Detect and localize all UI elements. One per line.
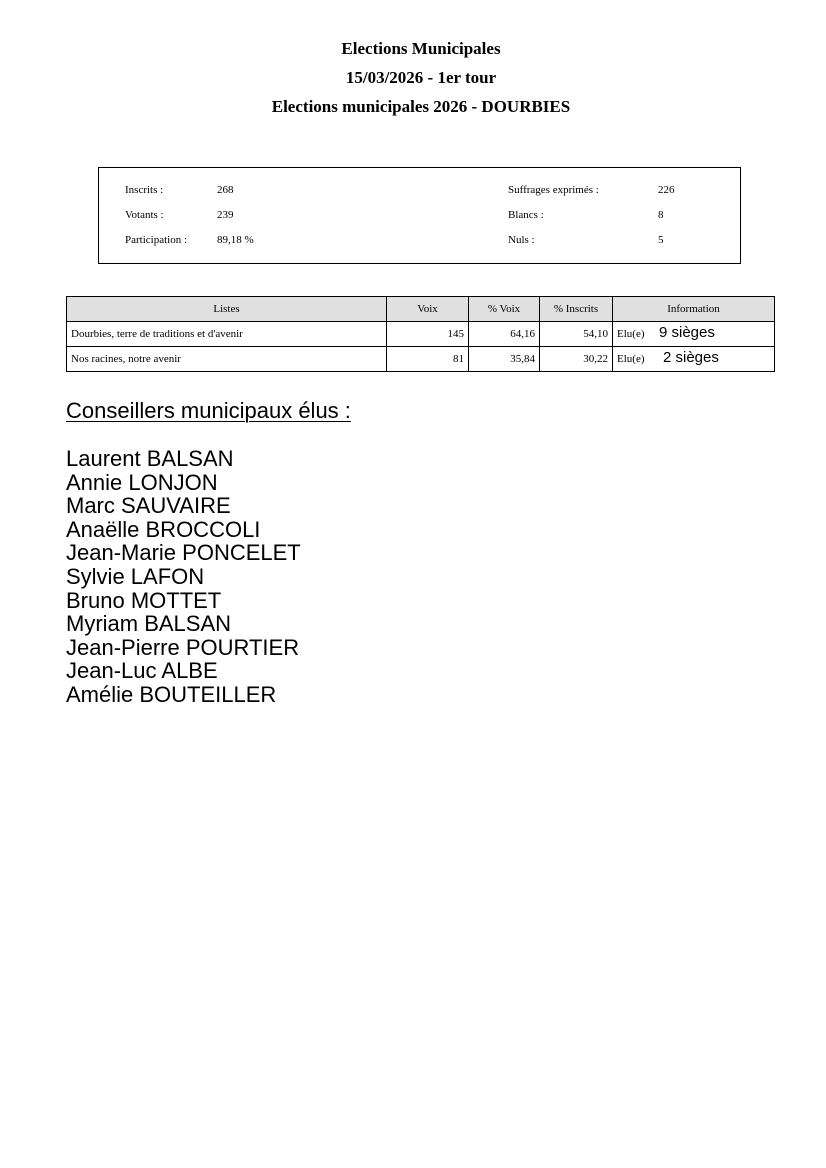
blancs-label: Blancs : [508, 209, 544, 221]
pct-inscrits-cell: 30,22 [540, 347, 613, 372]
suffrages-label: Suffrages exprimés : [508, 184, 599, 196]
elected-councillors-list [66, 447, 301, 707]
list-item: Anaëlle BROCCOLI [66, 516, 261, 542]
document-header [0, 34, 826, 121]
votants-value: 239 [217, 209, 234, 221]
pct-inscrits-cell: 54,10 [540, 322, 613, 347]
list-item: Jean-Pierre POURTIER [66, 634, 300, 660]
list-name: Dourbies, terre de traditions et d'avenir [67, 322, 387, 347]
table-row [67, 347, 775, 372]
nuls-label: Nuls : [508, 234, 535, 246]
inscrits-value: 268 [217, 184, 234, 196]
list-item: Sylvie LAFON [66, 563, 205, 589]
elu-label: Elu(e) [617, 353, 645, 365]
header-date-round: 15/03/2026 - 1er tour [345, 68, 497, 87]
list-item: Marc SAUVAIRE [66, 493, 231, 519]
information-cell [613, 322, 775, 347]
suffrages-value: 226 [658, 184, 675, 196]
column-header-pct-voix: % Voix [469, 297, 540, 322]
column-header-listes: Listes [67, 297, 387, 322]
list-item: Laurent BALSAN [66, 446, 234, 471]
inscrits-label: Inscrits : [125, 184, 164, 196]
column-header-voix: Voix [387, 297, 469, 322]
list-item: Myriam BALSAN [66, 611, 232, 637]
list-item: Amélie BOUTEILLER [66, 681, 277, 707]
list-item: Bruno MOTTET [66, 587, 222, 613]
table-row [67, 322, 775, 347]
results-table [66, 296, 775, 372]
table-header-row [67, 297, 775, 322]
list-item: Jean-Marie PONCELET [66, 540, 301, 566]
list-item: Jean-Luc ALBE [66, 658, 218, 684]
elu-label: Elu(e) [617, 328, 645, 340]
sieges-count: 9 sièges [659, 324, 715, 341]
voix-cell: 145 [387, 322, 469, 347]
column-header-pct-inscrits: % Inscrits [540, 297, 613, 322]
stats-box [98, 167, 741, 264]
header-title: Elections Municipales [341, 39, 501, 58]
voix-cell: 81 [387, 347, 469, 372]
blancs-value: 8 [658, 209, 664, 221]
pct-voix-cell: 35,84 [469, 347, 540, 372]
elected-councillors-heading: Conseillers municipaux élus : [66, 398, 351, 423]
list-item: Annie LONJON [66, 469, 218, 495]
sieges-count: 2 sièges [663, 349, 719, 366]
votants-label: Votants : [125, 209, 164, 221]
information-cell [613, 347, 775, 372]
nuls-value: 5 [658, 234, 664, 246]
column-header-information: Information [613, 297, 775, 322]
pct-voix-cell: 64,16 [469, 322, 540, 347]
participation-label: Participation : [125, 234, 188, 246]
participation-value: 89,18 % [217, 234, 254, 246]
list-name: Nos racines, notre avenir [67, 347, 387, 372]
header-election-name: Elections municipales 2026 - DOURBIES [271, 97, 571, 116]
